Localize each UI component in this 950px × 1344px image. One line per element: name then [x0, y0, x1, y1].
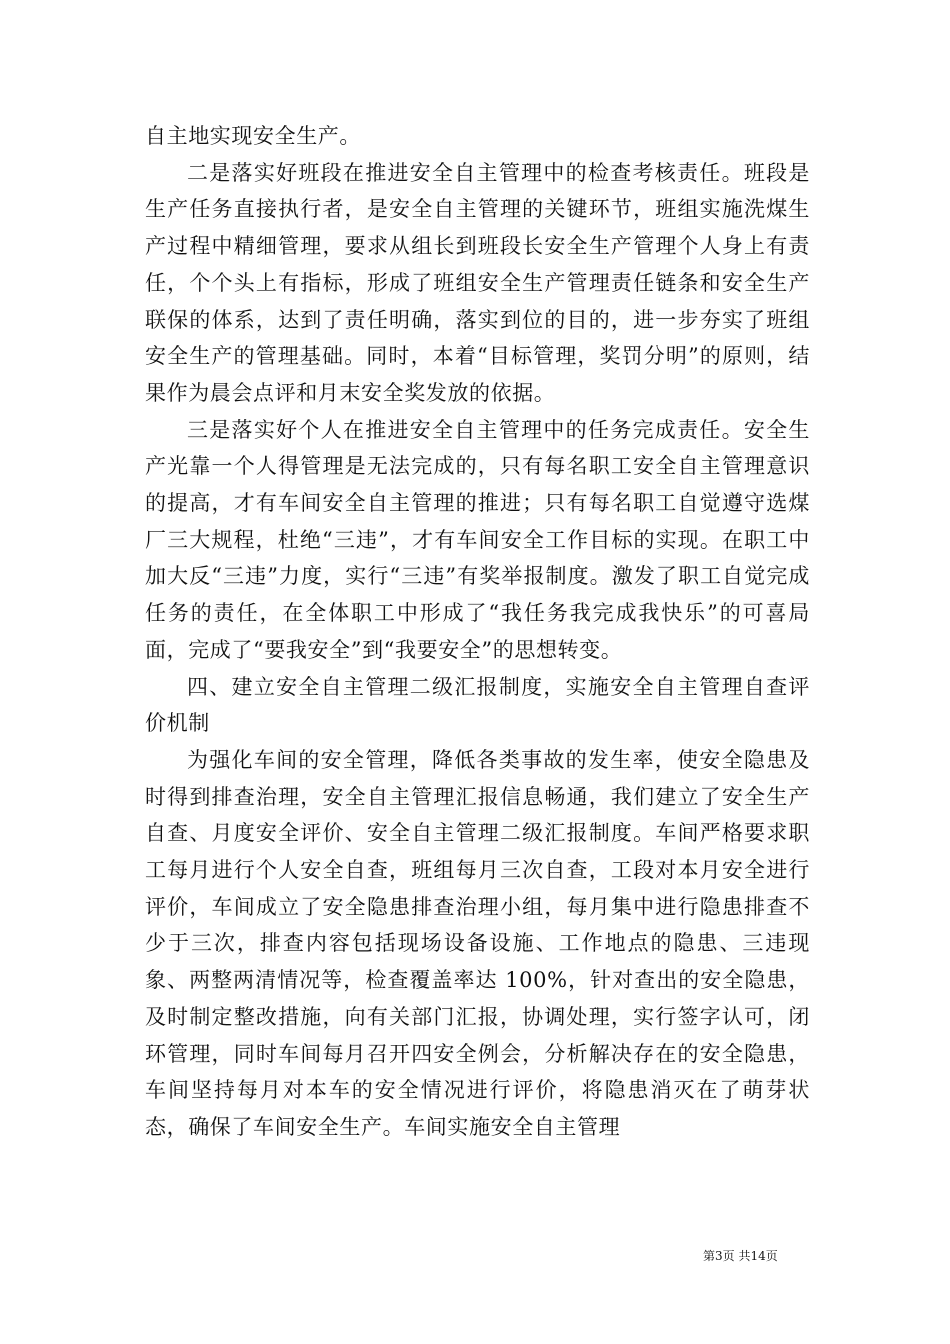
paragraph-5: 为强化车间的安全管理，降低各类事故的发生率，使安全隐患及时得到排查治理，安全自主管理汇报信息畅通，我们建立了安全生产自查、月度安全评价、安全自主管理二级汇报制度。车间严格要求职工每月进行个人安全自查，班组每月三次自查，工段对本月安全进行评价，车间成立了安全隐患排查治理小组，每月集中进行隐患排查不少于三次，排查内容包括现场设备设施、工作地点的隐患、三违现象、两整两清情况等，检查覆盖率达 100%，针对查出的安全隐患，及时制定整改措施，向有关部门汇报，协调处理，实行签字认可，闭环管理，同时车间每月召开四安全例会，分析解决存在的安全隐患，车间坚持每月对本车的安全情况进行评价，将隐患消灭在了萌芽状态，确保了车间安全生产。车间实施安全自主管理 [145, 747, 810, 1139]
footer-page-number: 3 [715, 1249, 723, 1263]
footer-total-pages: 14 [750, 1249, 766, 1263]
page-footer [703, 1248, 778, 1264]
section-heading-4: 四、建立安全自主管理二级汇报制度，实施安全自主管理自查评价机制 [145, 674, 810, 736]
footer-suffix: 页 [765, 1249, 778, 1263]
document-body [145, 118, 810, 1146]
paragraph-1: 自主地实现安全生产。 [145, 124, 361, 148]
paragraph-2: 二是落实好班段在推进安全自主管理中的检查考核责任。班段是生产任务直接执行者，是安全自主管理的关键环节，班组实施洗煤生产过程中精细管理，要求从组长到班段长安全生产管理个人身上有责任，个个头上有指标，形成了班组安全生产管理责任链条和安全生产联保的体系，达到了责任明确，落实到位的目的，进一步夯实了班组安全生产的管理基础。同时，本着“目标管理，奖罚分明”的原则，结果作为晨会点评和月末安全奖发放的依据。 [145, 160, 810, 405]
footer-middle: 页 共 [722, 1249, 751, 1263]
footer-prefix: 第 [703, 1249, 716, 1263]
paragraph-3: 三是落实好个人在推进安全自主管理中的任务完成责任。安全生产光靠一个人得管理是无法完成的，只有每名职工安全自主管理意识的提高，才有车间安全自主管理的推进；只有每名职工自觉遵守选煤厂三大规程，杜绝“三违”，才有车间安全工作目标的实现。在职工中加大反“三违”力度，实行“三违”有奖举报制度。激发了职工自觉完成任务的责任，在全体职工中形成了“我任务我完成我快乐”的可喜局面，完成了“要我安全”到“我要安全”的思想转变。 [145, 417, 810, 662]
